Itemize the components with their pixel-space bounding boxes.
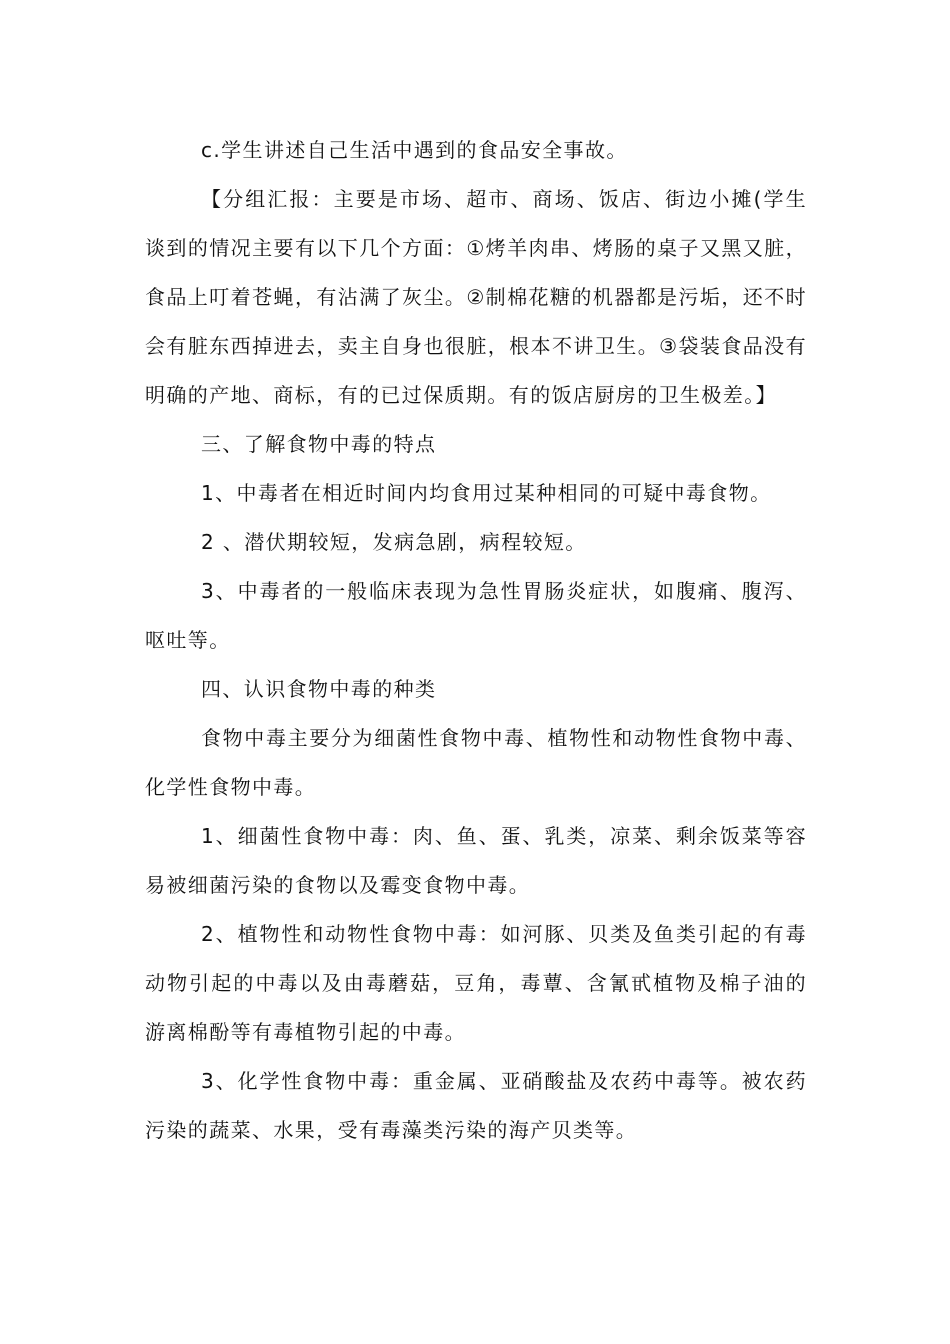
paragraph-types-intro: 食物中毒主要分为细菌性食物中毒、植物性和动物性食物中毒、化学性食物中毒。	[145, 726, 807, 799]
list-item-type-3: 3、化学性食物中毒：重金属、亚硝酸盐及农药中毒等。被农药污染的蔬菜、水果，受有毒藻类污染的海产贝类等。	[145, 1069, 807, 1142]
list-item-feature-2: 2 、潜伏期较短，发病急剧，病程较短。	[201, 530, 587, 554]
heading-section-four: 四、认识食物中毒的种类	[201, 677, 437, 701]
paragraph-student-accounts: c.学生讲述自己生活中遇到的食品安全事故。	[201, 138, 628, 162]
list-item-type-2: 2、植物性和动物性食物中毒：如河豚、贝类及鱼类引起的有毒动物引起的中毒以及由毒蘑菇，豆角，毒蕈、含氰甙植物及棉子油的游离棉酚等有毒植物引起的中毒。	[145, 922, 807, 1044]
document-body	[145, 126, 807, 1155]
list-item-feature-1: 1、中毒者在相近时间内均食用过某种相同的可疑中毒食物。	[201, 481, 772, 505]
heading-section-three: 三、了解食物中毒的特点	[201, 432, 437, 456]
list-item-type-1: 1、细菌性食物中毒：肉、鱼、蛋、乳类，凉菜、剩余饭菜等容易被细菌污染的食物以及霉变食物中毒。	[145, 824, 807, 897]
paragraph-group-report: 【分组汇报：主要是市场、超市、商场、饭店、街边小摊(学生谈到的情况主要有以下几个方面：①烤羊肉串、烤肠的桌子又黑又脏，食品上叮着苍蝇，有沾满了灰尘。②制棉花糖的机器都是污垢，还不时会有脏东西掉进去，卖主自身也很脏，根本不讲卫生。③袋装食品没有明确的产地、商标，有的已过保质期。有的饭店厨房的卫生极差。】	[145, 187, 807, 407]
list-item-feature-3: 3、中毒者的一般临床表现为急性胃肠炎症状，如腹痛、腹泻、呕吐等。	[145, 579, 807, 652]
